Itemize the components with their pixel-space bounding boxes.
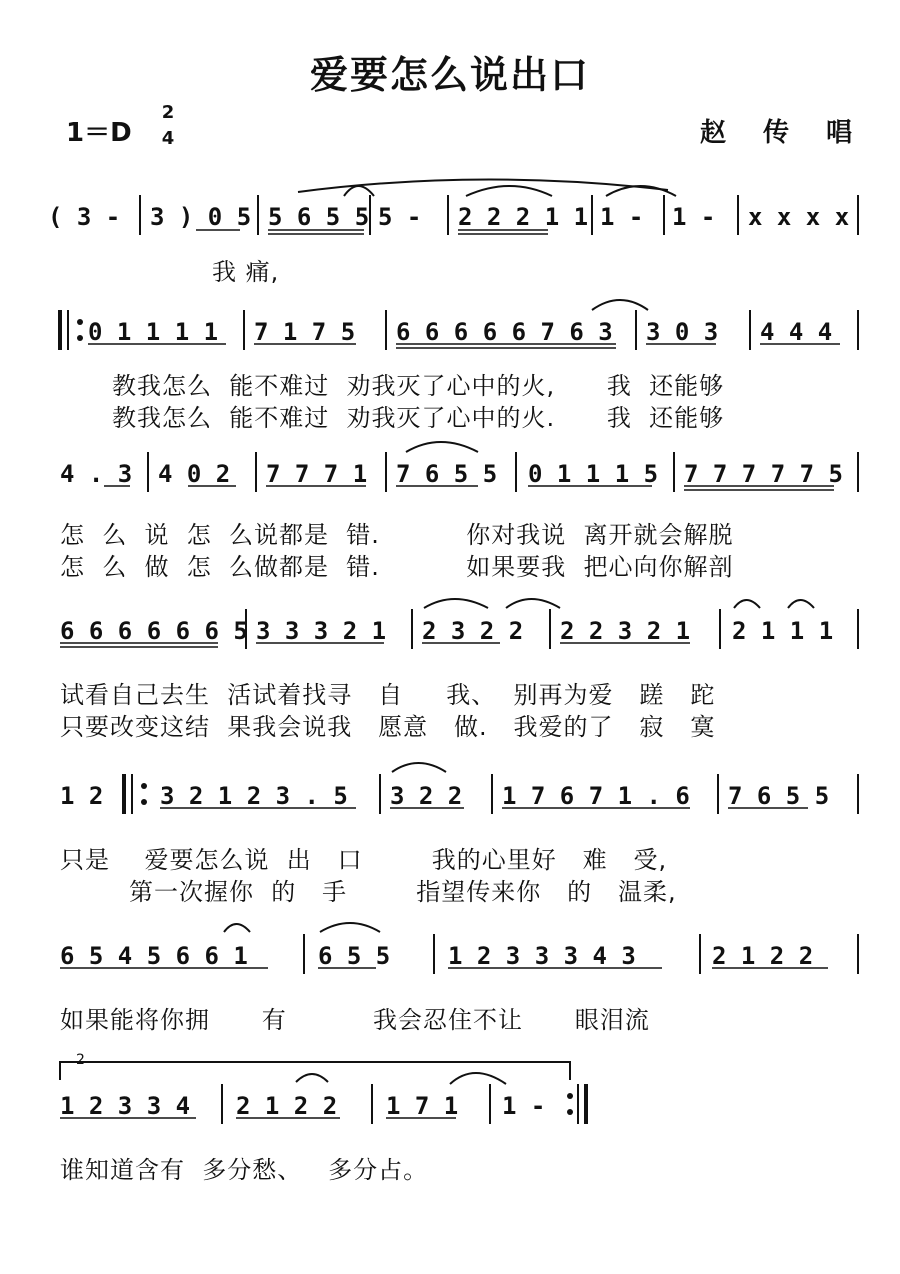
measure: 2 3 2 2: [422, 617, 524, 645]
key-signature: 1＝D: [66, 118, 132, 148]
measure: 3 2 1 2 3 . 5: [160, 782, 348, 810]
measure: 7 7 7 7 7 5: [684, 460, 843, 488]
measure: 2 1 1 1: [732, 617, 834, 645]
measure: 7 1 7 5: [254, 318, 356, 346]
lyric-line: 只要改变这结 果我会说我 愿意 做. 我爱的了 寂 寞: [60, 713, 716, 741]
lyric-line: 只是 爱要怎么说 出 口 我的心里好 难 受,: [60, 846, 668, 874]
measure: 1 7 1: [386, 1092, 459, 1120]
singer-credit: 赵 传 唱: [700, 118, 867, 148]
measure: 0 1 1 1 1: [88, 318, 219, 346]
measure: 2 2 3 2 1: [560, 617, 691, 645]
measure: ( 3 -: [48, 203, 121, 231]
measure: 3 3 3 2 1: [256, 617, 387, 645]
measure: 7 6 5 5: [728, 782, 830, 810]
time-signature-top: 2: [161, 102, 175, 123]
measure: 3 ) 0 5: [150, 203, 252, 231]
time-signature-bottom: 4: [161, 128, 175, 149]
measure: 4 . 3: [60, 460, 133, 488]
measure: 6 6 6 6 6 6 5: [60, 617, 248, 645]
measure: 3 2 2: [390, 782, 463, 810]
lyric-line: 怎 么 说 怎 么说都是 错. 你对我说 离开就会解脱: [60, 521, 734, 549]
measure: 6 6 6 6 6 7 6 3: [396, 318, 613, 346]
lyric-line: 我 痛,: [212, 258, 280, 286]
lyric-line: 第一次握你 的 手 指望传来你 的 温柔,: [60, 878, 677, 906]
volta-number: 2: [76, 1052, 85, 1068]
measure: 4 0 2: [158, 460, 231, 488]
measure: 1 -: [672, 203, 716, 231]
lyric-line: 教我怎么 能不难过 劝我灭了心中的火, 我 还能够: [112, 372, 725, 400]
measure: 5 6 5 5: [268, 203, 370, 231]
measure: 4 4 4: [760, 318, 833, 346]
measure: 7 6 5 5: [396, 460, 498, 488]
measure: x x x x: [748, 203, 850, 231]
measure: 2 1 2 2: [236, 1092, 338, 1120]
measure: 5 -: [378, 203, 422, 231]
measure: 2 1 2 2: [712, 942, 814, 970]
measure: 1 2: [60, 782, 104, 810]
measure: 1 7 6 7 1 . 6: [502, 782, 690, 810]
song-title: 爱要怎么说出口: [309, 53, 590, 97]
measure: 1 -: [600, 203, 644, 231]
measure: 0 1 1 1 5: [528, 460, 659, 488]
measure: 3 0 3: [646, 318, 719, 346]
lyric-line: 谁知道含有 多分愁、 多分占。: [60, 1156, 429, 1184]
lyric-line: 教我怎么 能不难过 劝我灭了心中的火. 我 还能够: [112, 404, 725, 432]
measure: 1 -: [502, 1092, 546, 1120]
measure: 6 5 4 5 6 6 1: [60, 942, 248, 970]
measure: 6 5 5: [318, 942, 391, 970]
measure: 1 2 3 3 3 4 3: [448, 942, 636, 970]
lyric-line: 怎 么 做 怎 么做都是 错. 如果要我 把心向你解剖: [60, 553, 734, 581]
measure: 2 2 2 1 1: [458, 203, 589, 231]
lyric-line: 试看自己去生 活试着找寻 自 我、 别再为爱 蹉 跎: [60, 681, 716, 709]
lyric-line: 如果能将你拥 有 我会忍住不让 眼泪流: [60, 1006, 650, 1034]
measure: 1 2 3 3 4: [60, 1092, 191, 1120]
measure: 7 7 7 1: [266, 460, 368, 488]
